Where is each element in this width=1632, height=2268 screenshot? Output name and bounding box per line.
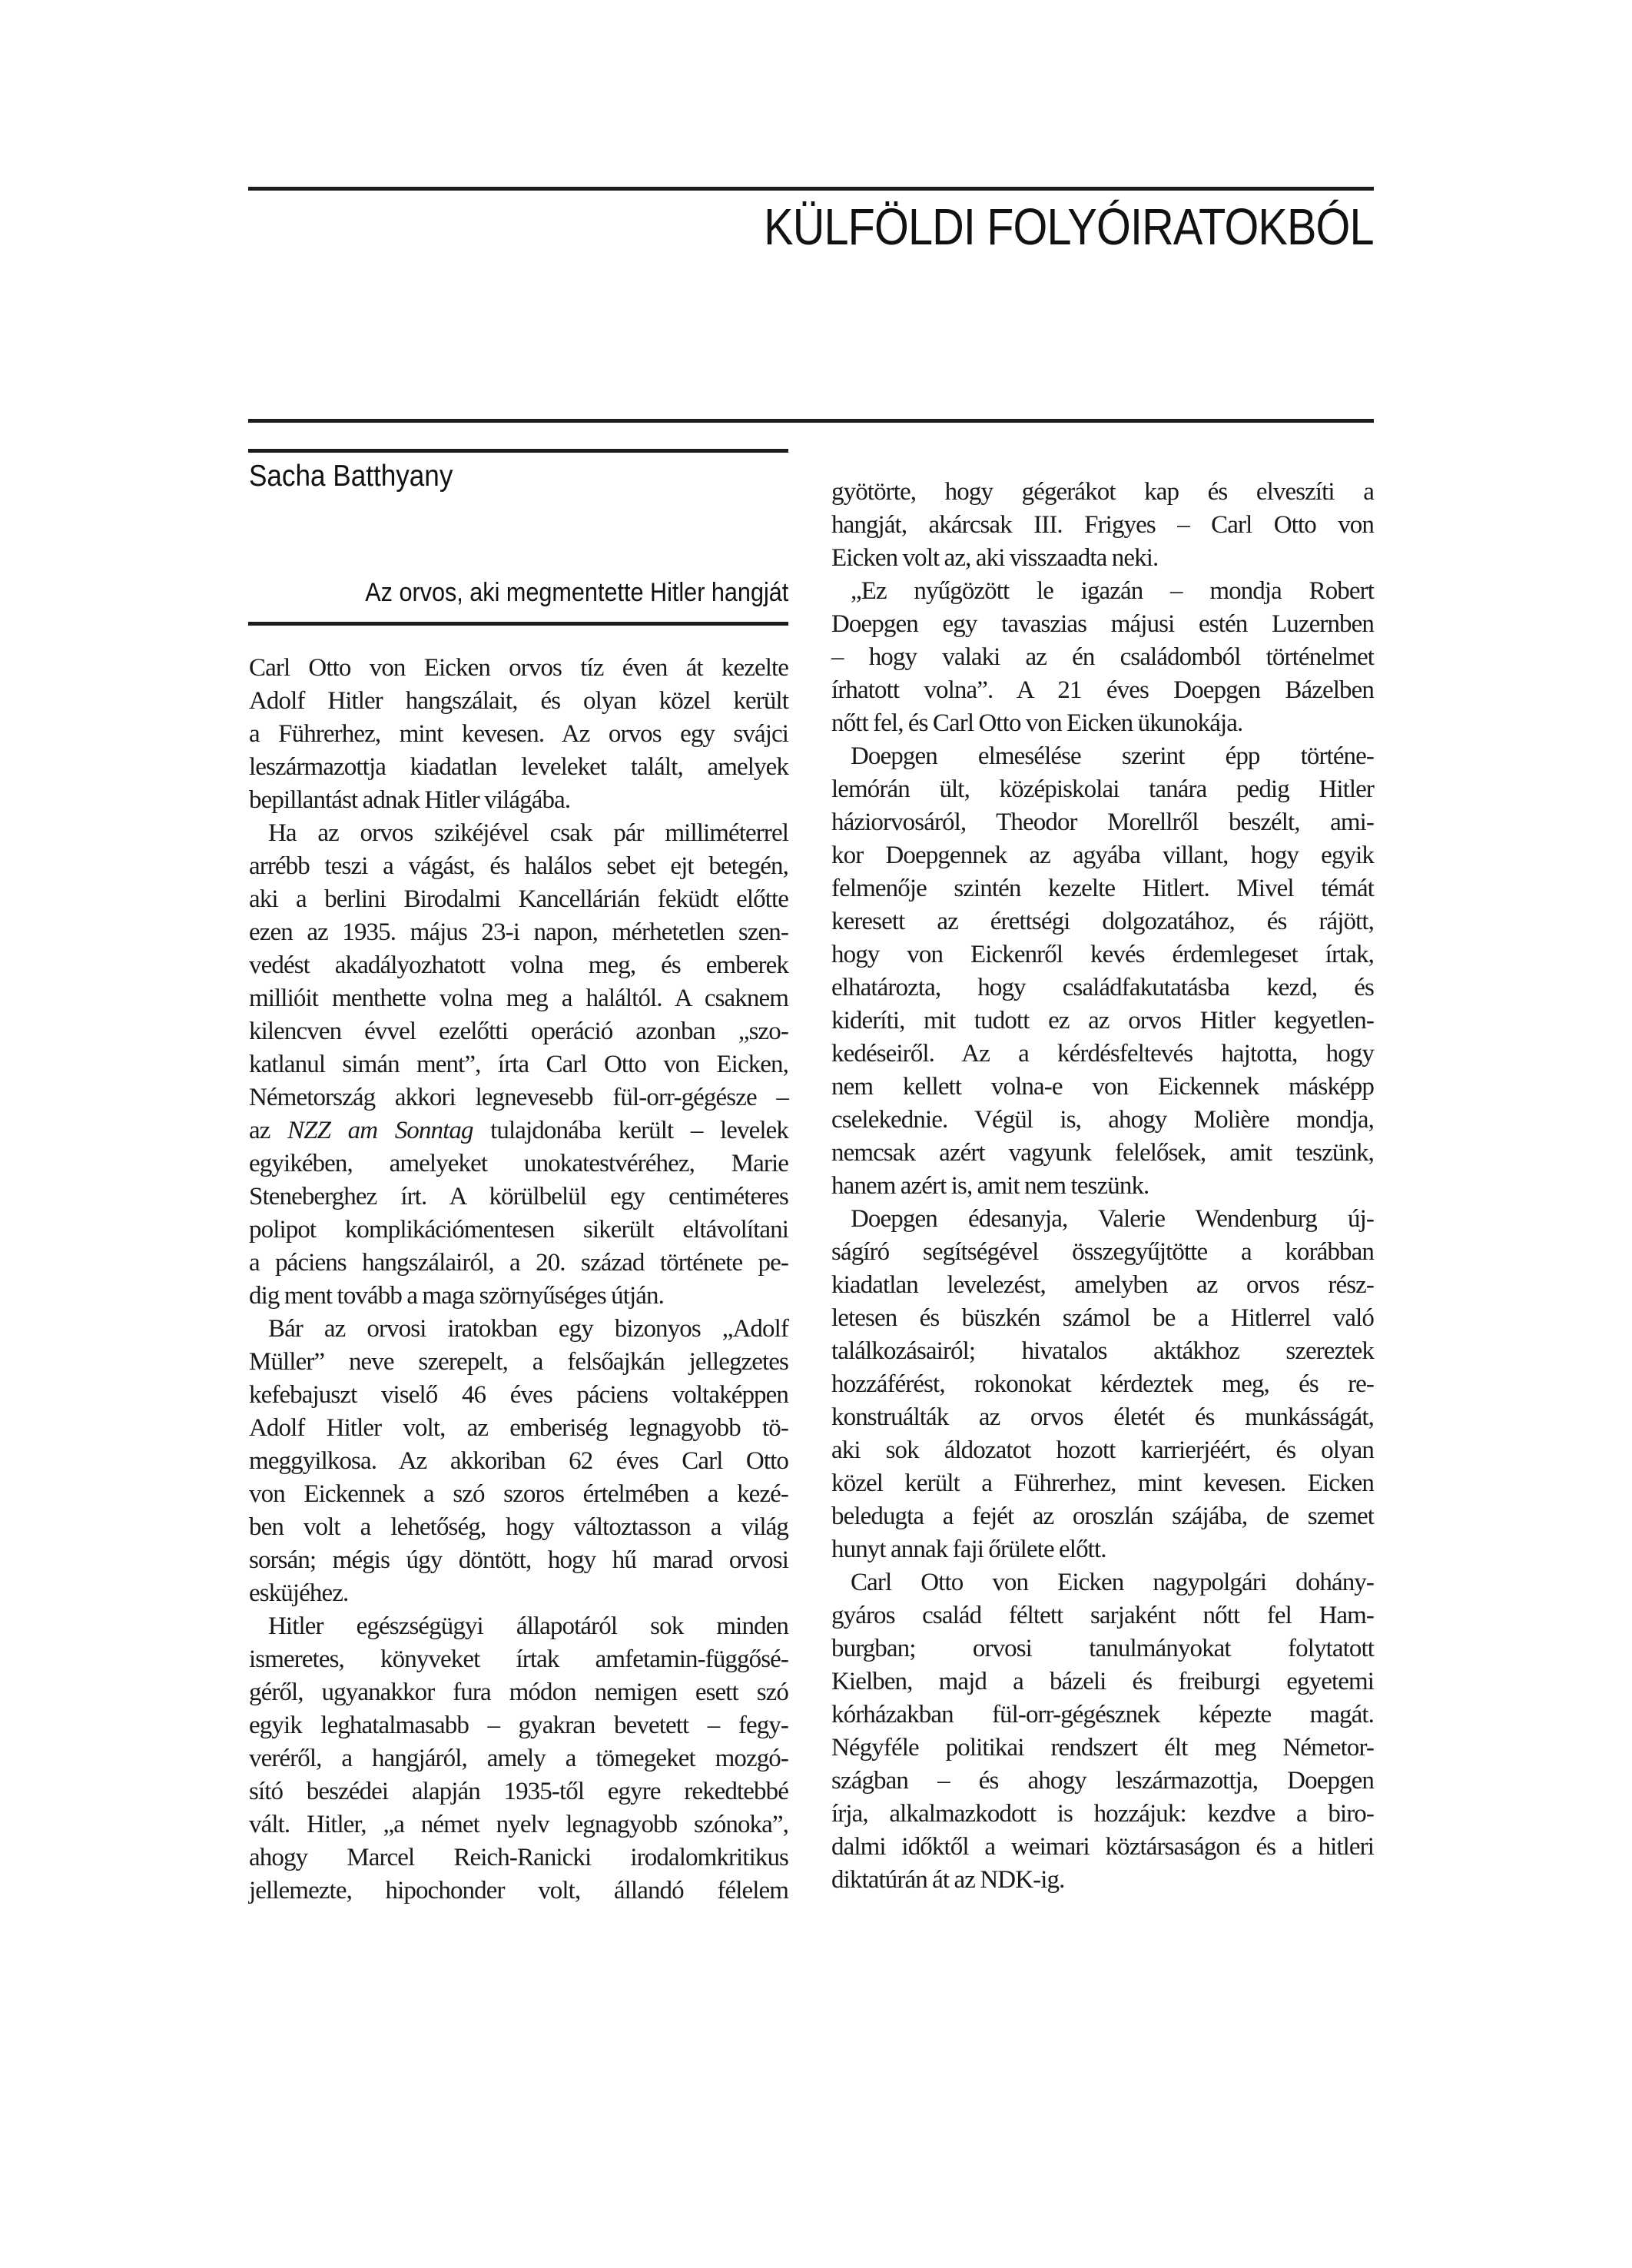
text-line: kórházakban fül-orr-gégésznek képezte magát. — [831, 1701, 1374, 1728]
article-title-rule — [248, 622, 788, 626]
text-line: Kielben, majd a bázeli és freiburgi egyetemi — [831, 1668, 1374, 1695]
text-line: Németország akkori legnevesebb fül-orr-gégésze – — [249, 1084, 788, 1111]
text-line: katlanul simán ment”, írta Carl Otto von Eicken, — [249, 1051, 788, 1078]
text-line: nőtt fel, és Carl Otto von Eicken ükunokája. — [831, 709, 1243, 737]
text-line: lemórán ült, középiskolai tanára pedig Hitler — [831, 775, 1374, 803]
text-line: hanem azért is, amit nem teszünk. — [831, 1172, 1149, 1200]
text-line: hozzáférést, rokonokat kérdeztek meg, és re- — [831, 1370, 1374, 1398]
text-line: keresett az érettségi dolgozatához, és rájött, — [831, 908, 1374, 935]
text-line: ságíró segítségével összegyűjtötte a korábban — [831, 1238, 1374, 1266]
text-line: a páciens hangszálairól, a 20. század története pe- — [249, 1249, 788, 1277]
text-line: esküjéhez. — [249, 1579, 349, 1607]
article-column-left — [249, 652, 788, 1908]
text-line: veréről, a hangjáról, amely a tömegeket mozgó- — [249, 1745, 788, 1772]
text-line: a Führerhez, mint kevesen. Az orvos egy svájci — [249, 720, 788, 748]
text-line: nem kellett volna-e von Eickennek másképp — [831, 1073, 1374, 1101]
text-line: aki sok áldozatot hozott karrierjéért, és olyan — [831, 1436, 1374, 1464]
text-line: vált. Hitler, „a német nyelv legnagyobb szónoka”, — [249, 1811, 788, 1838]
text-line: elhatározta, hogy családfakutatásba kezd, és — [831, 974, 1374, 1001]
text-line: írja, alkalmazkodott is hozzájuk: kezdve a biro- — [831, 1800, 1374, 1828]
text-line: Négyféle politikai rendszert élt meg Németor- — [831, 1734, 1374, 1762]
text-line: Adolf Hitler hangszálait, és olyan közel került — [249, 687, 788, 715]
text-line: ahogy Marcel Reich-Ranicki irodalomkritikus — [249, 1844, 788, 1871]
text-line: gyáros család féltett sarjaként nőtt fel Ham- — [831, 1602, 1374, 1629]
text-line: egyikében, amelyeket unokatestvéréhez, Marie — [249, 1150, 788, 1177]
text-line: ben volt a lehetőség, hogy változtasson a világ — [249, 1513, 788, 1541]
text-line: – hogy valaki az én családomból történelmet — [831, 643, 1374, 671]
text-line: beledugta a fejét az oroszlán szájába, de szemet — [831, 1503, 1374, 1530]
text-line: egyik leghatalmasabb – gyakran bevetett – fegy- — [249, 1712, 788, 1739]
text-line: aki a berlini Birodalmi Kancellárián feküdt előtte — [249, 885, 788, 913]
text-line: letesen és büszkén számol be a Hitlerrel való — [831, 1304, 1374, 1332]
text-line: Steneberghez írt. A körülbelül egy centiméteres — [249, 1183, 788, 1210]
text-line: kedéseiről. Az a kérdésfeltevés hajtotta, hogy — [831, 1040, 1374, 1068]
text-line: háziorvosáról, Theodor Morellről beszélt, ami- — [831, 809, 1374, 836]
text-line: Hitler egészségügyi állapotáról sok minden — [268, 1612, 788, 1640]
text-line: arrébb teszi a vágást, és halálos sebet ejt betegén, — [249, 852, 788, 880]
text-line: cselekednie. Végül is, ahogy Molière mondja, — [831, 1106, 1374, 1134]
text-line: hangját, akárcsak III. Frigyes – Carl Otto von — [831, 511, 1374, 539]
text-line: dalmi időktől a weimari köztársaságon és a hitleri — [831, 1833, 1374, 1861]
text-line: ismeretes, könyveket írtak amfetamin-függősé- — [249, 1645, 788, 1673]
text-line: leszármazottja kiadatlan leveleket talált, amelyek — [249, 753, 788, 781]
text-line: vedést akadályozhatott volna meg, és emberek — [249, 951, 788, 979]
text-line: jellemezte, hipochonder volt, állandó félelem — [249, 1877, 788, 1904]
text-line: sító beszédei alapján 1935-től egyre rekedtebbé — [249, 1778, 788, 1805]
text-line: nemcsak azért vagyunk felelősek, amit teszünk, — [831, 1139, 1374, 1167]
text-line: szágban – és ahogy leszármazottja, Doepgen — [831, 1767, 1374, 1795]
text-line: kideríti, mit tudott ez az orvos Hitler kegyetlen- — [831, 1007, 1374, 1034]
text-line: Carl Otto von Eicken orvos tíz éven át kezelte — [249, 654, 788, 682]
section-rule — [248, 419, 1374, 423]
text-line: Carl Otto von Eicken nagypolgári dohány- — [851, 1569, 1374, 1596]
text-line: diktatúrán át az NDK-ig. — [831, 1866, 1065, 1894]
article-title: Az orvos, aki megmentette Hitler hangját — [364, 578, 788, 607]
text-line: Ha az orvos szikéjével csak pár milliméterrel — [268, 819, 788, 847]
section-title: KÜLFÖLDI FOLYÓIRATOKBÓL — [764, 198, 1374, 256]
text-line: burgban; orvosi tanulmányokat folytatott — [831, 1635, 1374, 1662]
text-line: Doepgen édesanyja, Valerie Wendenburg új- — [851, 1205, 1374, 1233]
text-line: géről, ugyanakkor fura módon nemigen esett szó — [249, 1679, 788, 1706]
author-rule — [248, 449, 788, 453]
text-line: az NZZ am Sonntag tulajdonába került – levelek — [249, 1117, 788, 1144]
text-line: kilencven évvel ezelőtti operáció azonban „szo- — [249, 1018, 788, 1045]
text-line: hogy von Eickenről kevés érdemlegeset írtak, — [831, 941, 1374, 968]
publication-name: NZZ am Sonntag — [287, 1117, 473, 1144]
text-line: felmenője szintén kezelte Hitlert. Mivel témát — [831, 875, 1374, 902]
text-line: kor Doepgennek az agyába villant, hogy egyik — [831, 842, 1374, 869]
text-line: ezen az 1935. május 23-i napon, mérhetetlen szen- — [249, 918, 788, 946]
text-line: konstruálták az orvos életét és munkásságát, — [831, 1403, 1374, 1431]
text-line: millióit menthette volna meg a haláltól. A csaknem — [249, 985, 788, 1012]
text-line: hunyt annak faji őrülete előtt. — [831, 1536, 1106, 1563]
text-line: találkozásairól; hivatalos aktákhoz szereztek — [831, 1337, 1374, 1365]
article-author: Sacha Batthyany — [249, 460, 453, 493]
text-line: bepillantást adnak Hitler világába. — [249, 786, 571, 814]
article-column-right — [831, 476, 1374, 1897]
text-line: meggyilkosa. Az akkoriban 62 éves Carl Otto — [249, 1447, 788, 1475]
text-line: gyötörte, hogy gégerákot kap és elveszíti a — [831, 478, 1374, 506]
text-line: kefebajuszt viselő 46 éves páciens voltaképpen — [249, 1381, 788, 1409]
text-line: kiadatlan levelezést, amelyben az orvos rész- — [831, 1271, 1374, 1299]
text-line: sorsán; mégis úgy döntött, hogy hű marad orvosi — [249, 1546, 788, 1574]
text-line: Eicken volt az, aki visszaadta neki. — [831, 544, 1159, 572]
text-line: Müller” neve szerepelt, a felsőajkán jellegzetes — [249, 1348, 788, 1376]
text-line: írhatott volna”. A 21 éves Doepgen Bázelben — [831, 676, 1374, 704]
text-line: Doepgen egy tavaszias májusi estén Luzernben — [831, 610, 1374, 638]
text-line: dig ment tovább a maga szörnyűséges útján. — [249, 1282, 664, 1310]
top-rule — [248, 187, 1374, 191]
text-line: polipot komplikációmentesen sikerült eltávolítani — [249, 1216, 788, 1244]
text-line: közel került a Führerhez, mint kevesen. Eicken — [831, 1469, 1374, 1497]
text-line: „Ez nyűgözött le igazán – mondja Robert — [851, 577, 1374, 605]
text-line: von Eickennek a szó szoros értelmében a kezé- — [249, 1480, 788, 1508]
text-line: Bár az orvosi iratokban egy bizonyos „Adolf — [268, 1315, 788, 1343]
text-line: Doepgen elmesélése szerint épp történe- — [851, 742, 1374, 770]
text-line: Adolf Hitler volt, az emberiség legnagyobb tö- — [249, 1414, 788, 1442]
